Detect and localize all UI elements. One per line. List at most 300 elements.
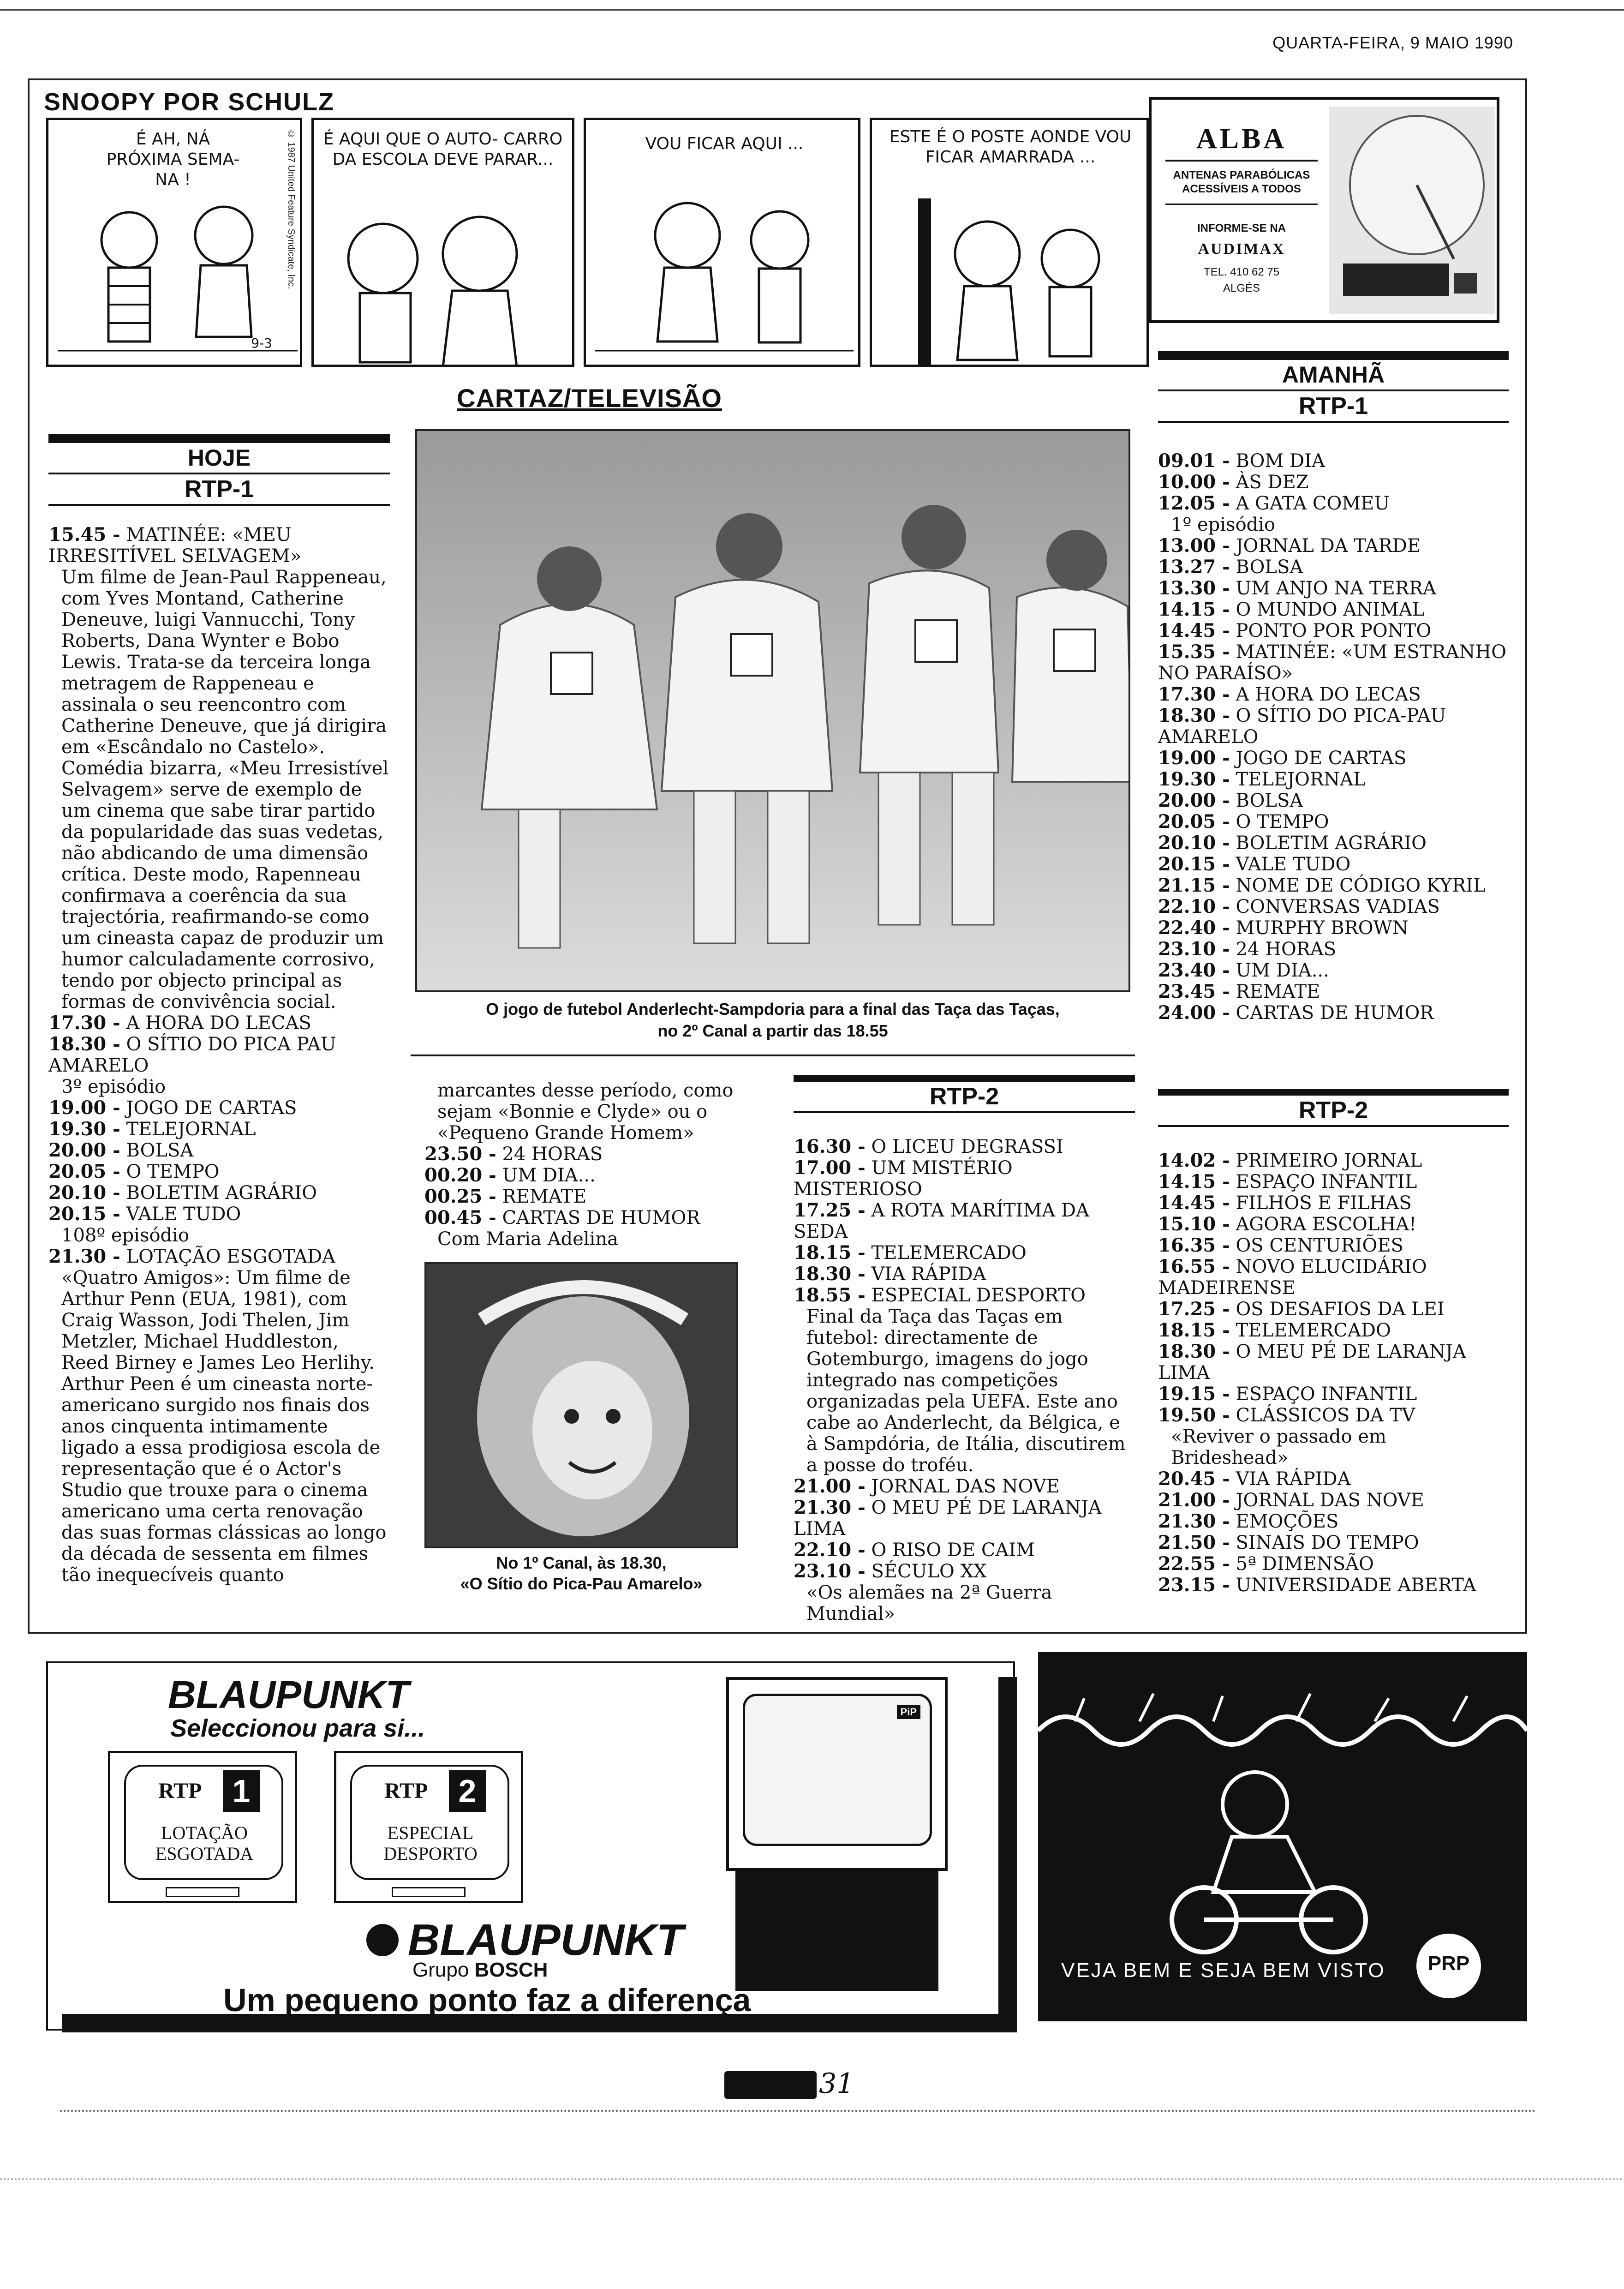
program-time: 20.10 - xyxy=(1158,832,1230,854)
program-listing xyxy=(794,1476,1135,1497)
program-title: AGORA ESCOLHA! xyxy=(1236,1214,1417,1235)
program-description xyxy=(1158,1426,1509,1468)
program-time: 20.45 - xyxy=(1158,1468,1230,1490)
program-title: CONVERSAS VADIAS xyxy=(1236,896,1440,917)
program-description xyxy=(48,567,390,1013)
sitio-photo xyxy=(424,1262,738,1548)
blaupunkt-ad[interactable] xyxy=(46,1661,1015,2031)
program-time: 17.30 - xyxy=(48,1012,120,1034)
hoje-column xyxy=(48,434,390,1586)
program-listing xyxy=(1158,599,1509,620)
program-description xyxy=(48,1225,390,1246)
program-time: 21.30 - xyxy=(1158,1510,1230,1532)
section-bar xyxy=(1158,351,1509,360)
linus-and-sally-drawing xyxy=(314,120,574,367)
alba-line-2: ACESSÍVEIS A TODOS xyxy=(1182,183,1301,195)
program-listing xyxy=(48,1246,390,1267)
program-title: JOGO DE CARTAS xyxy=(1236,748,1407,769)
program-description xyxy=(424,1228,747,1250)
rtp-label: RTP xyxy=(384,1779,428,1803)
program-listing xyxy=(1158,450,1509,472)
program-listing xyxy=(1158,748,1509,769)
program-title: O LICEU DEGRASSI xyxy=(871,1136,1063,1157)
program-title: BOM DIA xyxy=(1236,450,1325,472)
group-prefix: Grupo xyxy=(412,1959,469,1981)
emilia-doll-image xyxy=(426,1264,738,1548)
program-title: O TEMPO xyxy=(126,1161,220,1182)
program-listing xyxy=(1158,1490,1509,1511)
speech-balloon: É AH, NÁ PRÓXIMA SEMA- NA ! xyxy=(106,130,240,189)
alba-rule xyxy=(1165,160,1318,162)
program-time: 22.40 - xyxy=(1158,917,1230,939)
program-title: CLÁSSICOS DA TV xyxy=(1236,1405,1415,1426)
program-title: TELEMERCADO xyxy=(1236,1320,1391,1341)
program-time: 18.30 - xyxy=(1158,705,1230,726)
program-title: TELEJORNAL xyxy=(126,1119,256,1140)
blaupunkt-brand: BLAUPUNKT xyxy=(168,1673,409,1716)
football-players-image xyxy=(417,431,1130,992)
program-listing xyxy=(48,1097,390,1119)
comic-panel-1 xyxy=(46,118,302,367)
bosch-group xyxy=(412,1959,548,1982)
program-time: 00.25 - xyxy=(424,1186,496,1207)
amanha-rtp2-column xyxy=(1158,1089,1509,1596)
program-time: 20.15 - xyxy=(48,1203,120,1225)
program-listing xyxy=(1158,896,1509,917)
program-title: MATINÉE: «UM ESTRANHO NO PARAÍSO» xyxy=(1158,641,1507,684)
program-title: TELEMERCADO xyxy=(871,1242,1027,1264)
program-description-text: 1º episódio xyxy=(1171,514,1276,535)
program-listing xyxy=(48,1119,390,1140)
program-title: MATINÉE: «MEU IRRESITÍVEL SELVAGEM» xyxy=(48,524,302,567)
program-listing xyxy=(1158,1256,1509,1299)
program-time: 23.15 - xyxy=(1158,1574,1230,1596)
program-title: O TEMPO xyxy=(1236,811,1329,833)
channel-number: 2 xyxy=(449,1770,486,1812)
tv-screen xyxy=(743,1694,932,1846)
program-description xyxy=(1158,514,1509,535)
hoje-rtp1-heading: RTP-1 xyxy=(48,473,390,506)
speech-balloon: É AQUI QUE O AUTO- CARRO DA ESCOLA DEVE PARAR... xyxy=(323,130,563,169)
program-listing xyxy=(1158,854,1509,875)
program-title: PONTO POR PONTO xyxy=(1236,620,1432,641)
program-time: 14.15 - xyxy=(1158,599,1230,620)
program-listing xyxy=(1158,981,1509,1002)
program-time: 17.00 - xyxy=(794,1157,866,1179)
program-listing xyxy=(1158,833,1509,854)
satellite-dish-image xyxy=(1329,107,1495,314)
program-time: 16.35 - xyxy=(1158,1234,1230,1256)
sally-and-linus-drawing xyxy=(586,120,860,367)
program-title: REMATE xyxy=(1236,981,1320,1002)
program-time: 17.25 - xyxy=(794,1199,866,1221)
rtp-label: RTP xyxy=(158,1779,202,1803)
program-title: SÉCULO XX xyxy=(871,1561,987,1582)
program-listing xyxy=(1158,1235,1509,1256)
program-listing xyxy=(1158,1468,1509,1490)
speech-balloon: ESTE É O POSTE AONDE VOU FICAR AMARRADA ... xyxy=(889,127,1132,167)
football-photo xyxy=(415,429,1130,992)
blaupunkt-dot-icon xyxy=(366,1924,399,1956)
program-time: 13.00 - xyxy=(1158,535,1230,557)
blaupunkt-slogan: Um pequeno ponto faz a diferença xyxy=(223,1982,751,2018)
program-time: 22.55 - xyxy=(1158,1553,1230,1575)
program-title: A GATA COMEU xyxy=(1236,493,1390,514)
hoje-rtp1-schedule xyxy=(48,524,390,1586)
alba-rule xyxy=(1165,204,1318,205)
program-listing xyxy=(1158,1214,1509,1235)
amanha-heading: AMANHÃ xyxy=(1282,362,1385,388)
program-title: VALE TUDO xyxy=(126,1204,241,1225)
program-time: 20.00 - xyxy=(48,1139,120,1161)
program-title: FILHOS E FILHAS xyxy=(1236,1192,1412,1214)
program-time: 19.00 - xyxy=(48,1097,120,1119)
hoje-rtp2-column xyxy=(794,1075,1135,1624)
program-listing xyxy=(1158,917,1509,939)
program-title: 5ª DIMENSÃO xyxy=(1236,1553,1374,1575)
prp-ad[interactable] xyxy=(1038,1652,1527,2021)
alba-ad[interactable] xyxy=(1149,97,1499,323)
program-time: 19.50 - xyxy=(1158,1404,1230,1426)
program-time: 18.55 - xyxy=(794,1284,866,1306)
comic-title: SNOOPY POR SCHULZ xyxy=(44,88,335,116)
program-time: 23.50 - xyxy=(424,1143,496,1165)
program-title: UM MISTÉRIO MISTERIOSO xyxy=(794,1157,1013,1200)
program-title: UNIVERSIDADE ABERTA xyxy=(1236,1575,1476,1596)
program-title: BOLETIM AGRÁRIO xyxy=(126,1182,317,1204)
hoje-rtp1-continued-schedule xyxy=(424,1080,747,1250)
program-listing xyxy=(794,1497,1135,1540)
program-listing xyxy=(424,1186,747,1207)
amanha-rtp1-heading: RTP-1 xyxy=(1158,389,1509,423)
program-description xyxy=(794,1582,1135,1624)
program-description xyxy=(424,1080,747,1144)
program-listing xyxy=(794,1242,1135,1264)
program-listing xyxy=(794,1200,1135,1242)
program-title: MURPHY BROWN xyxy=(1236,917,1409,939)
program-time: 19.00 - xyxy=(1158,747,1230,769)
program-time: 20.05 - xyxy=(1158,811,1230,833)
program-listing xyxy=(48,524,390,567)
amanha-rtp1-schedule xyxy=(1158,450,1509,1024)
program-time: 21.50 - xyxy=(1158,1532,1230,1553)
program-description-text: «Quatro Amigos»: Um filme de Arthur Penn (EUA, 1981), com Craig Wasson, Jodi Thelen, Jim Metzler, Michael Huddleston, Reed Birney e James Leo Herlihy. Arthur Peen é um cineasta norte-americano surgido nos finais dos anos cinquenta intimamente ligado a essa prodigiosa escola de representação que é o Actor's Studio que trouxe para o cinema americano uma certa renovação das suas formas clássicas ao longo da década de sessenta em filmes tão inequecíveis quanto xyxy=(61,1267,387,1586)
section-bar xyxy=(1158,1089,1509,1096)
program-listing xyxy=(1158,1553,1509,1575)
linus-and-sally-drawing xyxy=(48,120,302,367)
program-time: 10.00 - xyxy=(1158,471,1230,493)
program-time: 15.10 - xyxy=(1158,1213,1230,1235)
program-title: JORNAL DAS NOVE xyxy=(1236,1490,1424,1511)
program-listing xyxy=(48,1161,390,1182)
program-title: UM ANJO NA TERRA xyxy=(1236,578,1436,599)
program-time: 15.45 - xyxy=(48,524,120,545)
program-listing xyxy=(1158,620,1509,641)
program-time: 18.30 - xyxy=(794,1263,866,1285)
program-listing xyxy=(1158,1405,1509,1426)
program-listing xyxy=(1158,790,1509,811)
program-time: 12.05 - xyxy=(1158,492,1230,514)
section-bar xyxy=(794,1075,1135,1082)
program-title: NOME DE CÓDIGO KYRIL xyxy=(1236,875,1486,896)
program-title: ESPAÇO INFANTIL xyxy=(1236,1171,1417,1192)
program-title: CARTAS DE HUMOR xyxy=(502,1207,700,1228)
sitio-caption-line-2: «O Sítio do Pica-Pau Amarelo» xyxy=(460,1574,703,1593)
program-title: OS DESAFIOS DA LEI xyxy=(1236,1299,1445,1320)
program-description-text: «Reviver o passado em Brideshead» xyxy=(1171,1426,1386,1468)
dateline: QUARTA-FEIRA, 9 MAIO 1990 xyxy=(1272,33,1513,52)
page-number: 31 xyxy=(819,2067,854,2100)
footer-dotted-rule-bottom xyxy=(0,2178,1624,2180)
amanha-rtp2-schedule xyxy=(1158,1150,1509,1596)
program-listing xyxy=(1158,1002,1509,1024)
program-time: 23.10 - xyxy=(794,1560,866,1582)
program-time: 19.15 - xyxy=(1158,1383,1230,1405)
footer-dotted-rule xyxy=(60,2110,1536,2112)
program-description-text: 108º episódio xyxy=(61,1225,190,1246)
prp-logo-icon xyxy=(1416,1934,1481,1998)
program-title: UM DIA... xyxy=(1236,960,1329,981)
program-time: 23.45 - xyxy=(1158,981,1230,1002)
program-title: JOGO DE CARTAS xyxy=(126,1097,297,1119)
program-time: 00.20 - xyxy=(424,1164,496,1186)
divider-rule xyxy=(411,1055,1135,1056)
program-listing xyxy=(794,1561,1135,1582)
program-listing xyxy=(1158,1511,1509,1532)
program-description-text: Um filme de Jean-Paul Rappeneau, com Yves Montand, Catherine Deneuve, luigi Vannucchi, Tony Roberts, Dana Wynter e Bobo Lewis. Trata-se da terceira longa metragem de Rappeneau e assinala o seu reencontro com Catherine Deneuve, que já dirigira em «Escândalo no Castelo». Comédia bizarra, «Meu Irresistível Selvagem» serve de exemplo de um cinema que sabe tirar partido da popularidade das suas vedetas, não abdicando de uma dimensão crítica. Deste modo, Rapenneau confirmava a coerência da sua trajectória, reafirmando-se como um cineasta capaz de produzir um humor calculadamente corrosivo, tendo por objecto principal as formas de convivência social. xyxy=(61,567,389,1013)
program-listing xyxy=(424,1207,747,1228)
program-time: 19.30 - xyxy=(1158,768,1230,790)
program-description xyxy=(48,1267,390,1586)
football-caption-line-2: no 2º Canal a partir das 18.55 xyxy=(657,1021,888,1040)
hoje-rtp2-heading: RTP-2 xyxy=(794,1082,1135,1113)
program-time: 15.35 - xyxy=(1158,641,1230,663)
program-listing xyxy=(1158,1320,1509,1341)
program-title: O SÍTIO DO PICA PAU AMARELO xyxy=(48,1034,336,1076)
program-listing xyxy=(794,1136,1135,1157)
program-time: 19.30 - xyxy=(48,1118,120,1140)
program-time: 23.40 - xyxy=(1158,959,1230,981)
program-title: VALE TUDO xyxy=(1236,854,1351,875)
program-listing xyxy=(1158,535,1509,557)
program-title: 24 HORAS xyxy=(502,1144,603,1165)
program-title: ESPECIAL DESPORTO xyxy=(871,1285,1086,1306)
program-time: 13.30 - xyxy=(1158,577,1230,599)
program-title: O SÍTIO DO PICA-PAU AMARELO xyxy=(1158,705,1446,748)
program-description-text: Com Maria Adelina xyxy=(437,1228,618,1250)
program-time: 18.15 - xyxy=(794,1242,866,1264)
comic-panel-3 xyxy=(584,118,860,367)
program-time: 22.10 - xyxy=(1158,896,1230,917)
program-time: 16.30 - xyxy=(794,1136,866,1157)
program-title: JORNAL DA TARDE xyxy=(1236,535,1421,557)
sitio-caption-line-1: No 1º Canal, às 18.30, xyxy=(496,1553,667,1572)
footer-logo-icon xyxy=(724,2071,817,2099)
tv-screen xyxy=(124,1765,283,1880)
program-listing xyxy=(48,1140,390,1161)
tv-set-rtp2 xyxy=(334,1751,523,1903)
program-listing xyxy=(48,1182,390,1204)
program-time: 09.01 - xyxy=(1158,450,1230,472)
tv-cabinet xyxy=(726,1677,948,1871)
program-title: O RISO DE CAIM xyxy=(871,1540,1035,1561)
program-title: A HORA DO LECAS xyxy=(126,1013,311,1034)
program-listing xyxy=(794,1157,1135,1200)
program-title: LOTAÇÃO ESGOTADA xyxy=(126,1246,335,1267)
program-listing xyxy=(1158,1171,1509,1192)
program-time: 23.10 - xyxy=(1158,938,1230,960)
alba-city: ALGÉS xyxy=(1223,282,1260,294)
comic-panel-2 xyxy=(311,118,574,367)
program-title: VIA RÁPIDA xyxy=(1236,1468,1351,1490)
program-listing xyxy=(1158,472,1509,493)
program-title: TELEJORNAL xyxy=(1236,769,1366,790)
program-time: 20.00 - xyxy=(1158,790,1230,811)
program-title: BOLSA xyxy=(1236,790,1303,811)
program-listing xyxy=(1158,875,1509,896)
program-listing xyxy=(1158,493,1509,514)
program-time: 18.30 - xyxy=(1158,1341,1230,1362)
program-title: O MEU PÉ DE LARANJA LIMA xyxy=(794,1497,1102,1540)
program-title: CARTAS DE HUMOR xyxy=(1236,1002,1434,1024)
alba-line-1: ANTENAS PARABÓLICAS xyxy=(1173,169,1310,181)
program-title: SINAIS DO TEMPO xyxy=(1236,1532,1419,1553)
program-time: 20.05 - xyxy=(48,1161,120,1182)
comic-panel-4 xyxy=(870,118,1149,367)
program-title: BOLETIM AGRÁRIO xyxy=(1236,833,1427,854)
blaupunkt-shadow xyxy=(998,1677,1017,2032)
pip-badge: PiP xyxy=(897,1705,920,1719)
program-line-1: LOTAÇÃO xyxy=(161,1822,248,1843)
prp-slogan: VEJA BEM E SEJA BEM VISTO xyxy=(1061,1959,1385,1982)
program-time: 14.02 - xyxy=(1158,1150,1230,1171)
program-title: REMATE xyxy=(502,1186,587,1207)
program-listing xyxy=(1158,1532,1509,1553)
program-time: 21.00 - xyxy=(794,1475,866,1497)
speech-balloon: VOU FICAR AQUI ... xyxy=(645,134,804,153)
program-listing xyxy=(424,1165,747,1186)
program-title: BOLSA xyxy=(126,1140,194,1161)
section-bar xyxy=(48,434,390,443)
alba-dealer: AUDIMAX xyxy=(1198,240,1285,258)
comic-date-mark: 9-3 xyxy=(251,336,272,351)
program-listing xyxy=(1158,641,1509,684)
program-time: 18.15 - xyxy=(1158,1319,1230,1341)
program-line-2: DESPORTO xyxy=(383,1843,478,1864)
hoje-rtp2-schedule xyxy=(794,1136,1135,1624)
program-time: 21.00 - xyxy=(1158,1489,1230,1511)
program-listing xyxy=(1158,811,1509,833)
program-listing xyxy=(48,1034,390,1076)
program-listing xyxy=(1158,1299,1509,1320)
program-title: VIA RÁPIDA xyxy=(871,1264,986,1285)
program-time: 14.15 - xyxy=(1158,1171,1230,1192)
amanha-column xyxy=(1158,351,1509,1024)
program-listing xyxy=(1158,684,1509,705)
blaupunkt-tagline: Seleccionou para si... xyxy=(170,1714,425,1742)
program-listing xyxy=(1158,1341,1509,1384)
program-time: 16.55 - xyxy=(1158,1256,1230,1277)
program-listing xyxy=(1158,769,1509,790)
tv-controls xyxy=(392,1887,466,1897)
program-title: JORNAL DAS NOVE xyxy=(871,1476,1060,1497)
program-description-text: marcantes desse período, como sejam «Bonnie e Clyde» ou o «Pequeno Grande Homem» xyxy=(437,1080,734,1144)
program-description-text: 3º episódio xyxy=(61,1076,166,1097)
channel-number: 1 xyxy=(223,1770,260,1812)
hoje-rtp1-continued xyxy=(424,1080,747,1250)
program-line-2: ESGOTADA xyxy=(155,1843,254,1864)
program-listing xyxy=(1158,705,1509,748)
program-listing xyxy=(794,1264,1135,1285)
program-title: BOLSA xyxy=(1236,557,1303,578)
program-time: 14.45 - xyxy=(1158,620,1230,641)
program-listing xyxy=(794,1540,1135,1561)
sally-at-pole-drawing xyxy=(872,120,1149,367)
group-name: BOSCH xyxy=(474,1959,548,1981)
program-time: 21.30 - xyxy=(48,1246,120,1267)
program-description xyxy=(48,1076,390,1097)
program-title: ESPAÇO INFANTIL xyxy=(1236,1384,1417,1405)
program-listing xyxy=(1158,578,1509,599)
program-listing xyxy=(1158,939,1509,960)
program-title: EMOÇÕES xyxy=(1236,1511,1339,1532)
program-listing xyxy=(48,1013,390,1034)
program-description-text: «Os alemães na 2ª Guerra Mundial» xyxy=(806,1582,1052,1624)
program-listing xyxy=(48,1204,390,1225)
program-title: ÀS DEZ xyxy=(1236,472,1309,493)
program-title: A HORA DO LECAS xyxy=(1236,684,1421,705)
program-time: 17.30 - xyxy=(1158,683,1230,705)
program-time: 21.30 - xyxy=(794,1497,866,1518)
program-listing xyxy=(1158,1192,1509,1214)
program-title: UM DIA... xyxy=(502,1165,596,1186)
program-listing xyxy=(1158,1384,1509,1405)
comic-copyright: © 1987 United Feature Syndicate, Inc. xyxy=(286,129,296,289)
prp-logo-text: PRP xyxy=(1427,1952,1470,1975)
program-title: A ROTA MARÍTIMA DA SEDA xyxy=(794,1200,1089,1242)
hoje-heading: HOJE xyxy=(187,445,251,471)
program-time: 18.30 - xyxy=(48,1033,120,1055)
amanha-rtp2-heading: RTP-2 xyxy=(1158,1096,1509,1127)
alba-tel: TEL. 410 62 75 xyxy=(1203,266,1280,278)
program-title: O MEU PÉ DE LARANJA LIMA xyxy=(1158,1341,1466,1384)
program-time: 22.10 - xyxy=(794,1539,866,1561)
program-listing xyxy=(794,1285,1135,1306)
program-time: 14.45 - xyxy=(1158,1192,1230,1214)
program-listing xyxy=(1158,1150,1509,1171)
comic-strip xyxy=(44,118,1151,367)
program-time: 00.45 - xyxy=(424,1207,496,1228)
program-title: OS CENTURIÕES xyxy=(1236,1235,1403,1256)
program-listing xyxy=(1158,1575,1509,1596)
program-title: O MUNDO ANIMAL xyxy=(1236,599,1425,620)
program-time: 21.15 - xyxy=(1158,875,1230,896)
program-description-text: Final da Taça das Taças em futebol: directamente de Gotemburgo, imagens do jogo integrado nas competições organizadas pela UEFA. Este ano cabe ao Anderlecht, da Bélgica, e à Sampdória, de Itália, discutirem a posse do troféu. xyxy=(806,1306,1126,1476)
tv-controls xyxy=(166,1887,239,1897)
tv-set-rtp1 xyxy=(108,1751,297,1903)
program-time: 17.25 - xyxy=(1158,1298,1230,1320)
program-time: 13.27 - xyxy=(1158,556,1230,578)
program-time: 24.00 - xyxy=(1158,1002,1230,1024)
alba-info: INFORME-SE NA xyxy=(1197,222,1286,234)
large-tv-set xyxy=(726,1677,948,1995)
section-title: CARTAZ/TELEVISÃO xyxy=(457,383,722,413)
football-caption-line-1: O jogo de futebol Anderlecht-Sampdoria para a final das Taça das Taças, xyxy=(486,1000,1060,1019)
program-listing xyxy=(1158,960,1509,981)
program-time: 20.15 - xyxy=(1158,853,1230,875)
tv-screen xyxy=(350,1765,509,1880)
program-description xyxy=(794,1306,1135,1476)
